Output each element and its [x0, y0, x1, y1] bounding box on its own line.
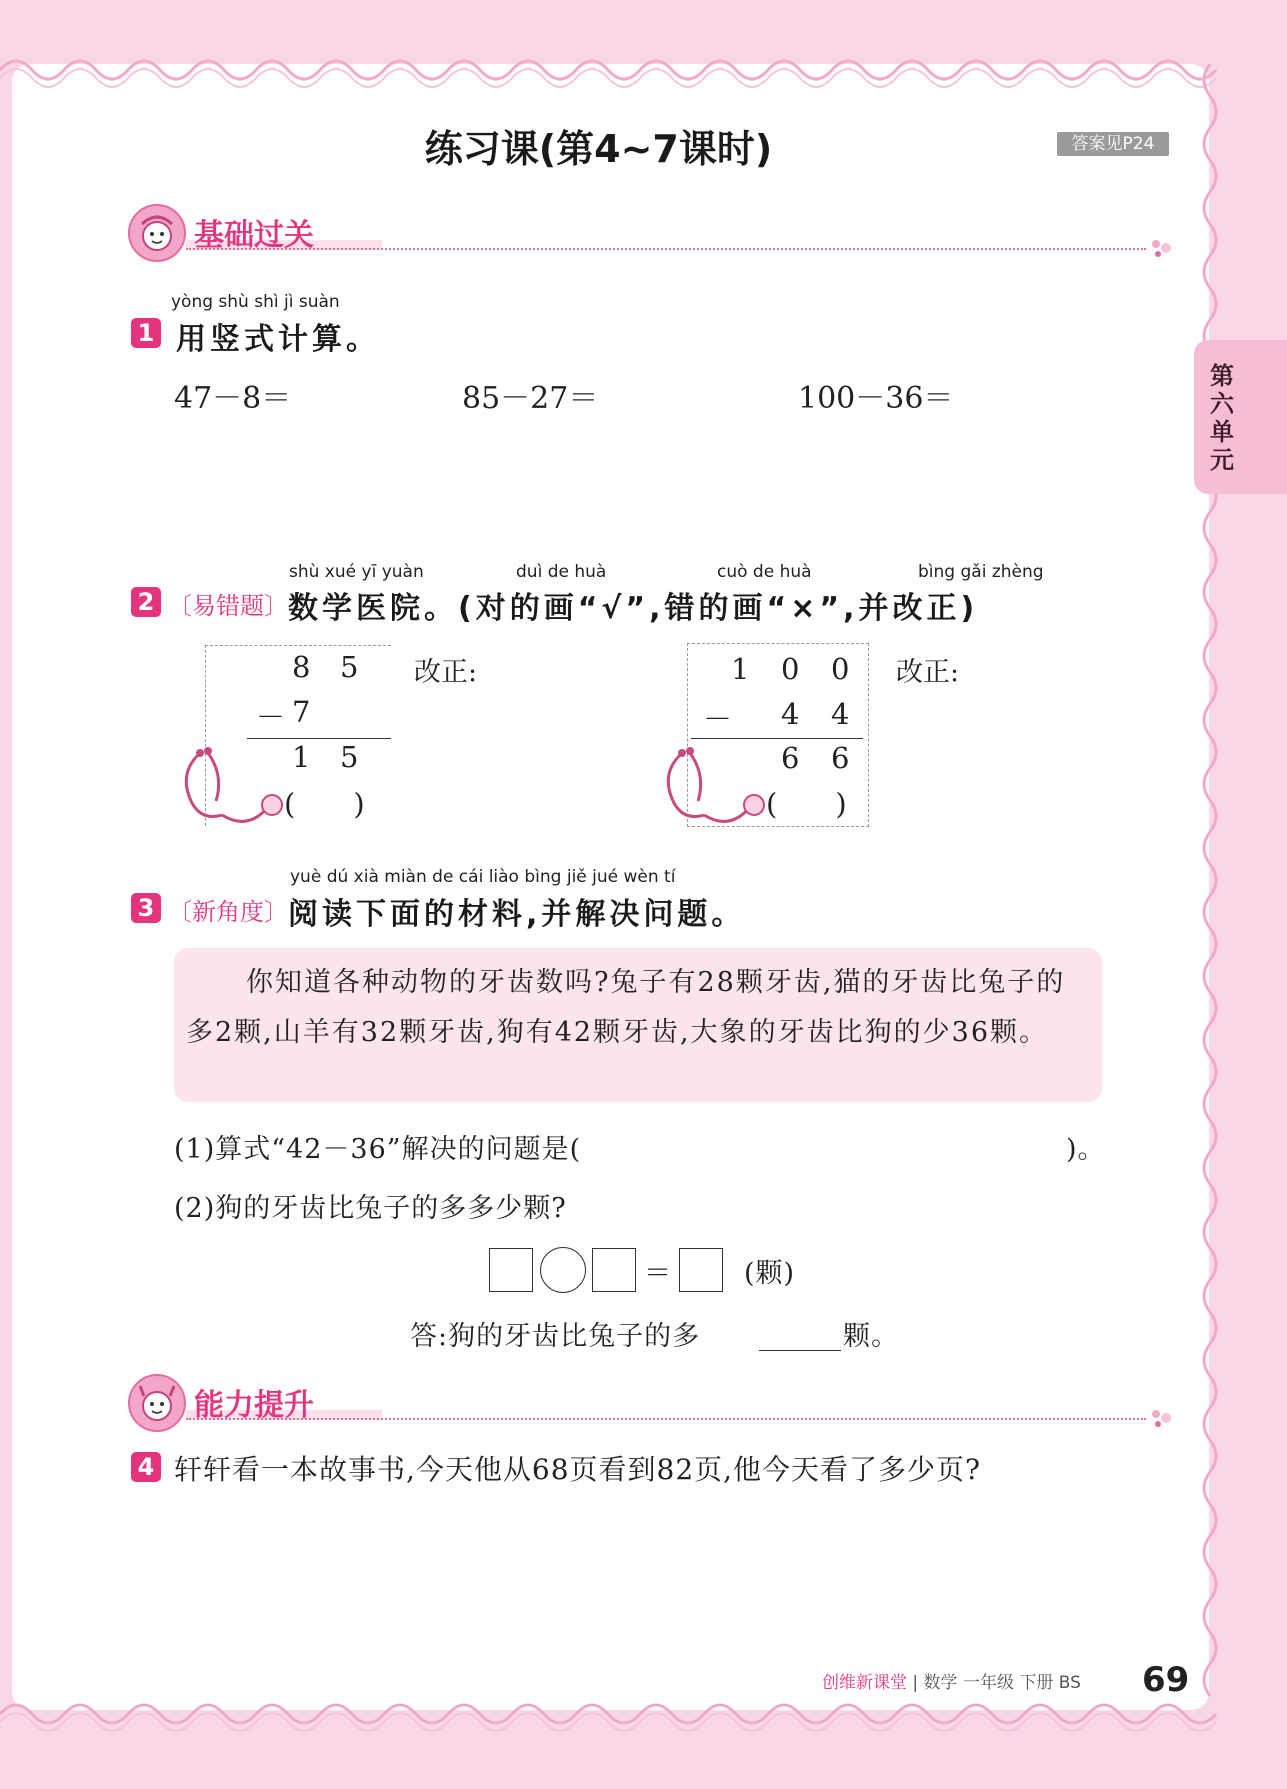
- calc2-result-digit: 6: [781, 741, 800, 775]
- fix-label-1: 改正:: [414, 657, 478, 688]
- q3-tag: 〔新角度〕: [168, 898, 288, 926]
- fix-label-2: 改正:: [896, 657, 960, 688]
- stethoscope-icon: [660, 745, 770, 835]
- q2-number: 2: [131, 587, 161, 617]
- q3-answer-suffix: 颗。: [843, 1321, 899, 1352]
- q3-number: 3: [131, 893, 161, 923]
- unit-label: (颗): [744, 1258, 796, 1289]
- q2-pinyin-4: bìng gǎi zhèng: [918, 562, 1044, 582]
- section-divider: [186, 1418, 1146, 1420]
- footer-info: 数学 一年级 下册 BS: [923, 1673, 1081, 1693]
- q2-pinyin-1: shù xué yī yuàn: [289, 562, 424, 582]
- calc2-sub-digit: 4: [831, 697, 850, 731]
- q3-sub2-prompt: (2)狗的牙齿比兔子的多多少颗?: [174, 1193, 567, 1224]
- calc2-sub-digit: 4: [781, 697, 800, 731]
- calc1-sub-digit: 7: [292, 695, 311, 729]
- q2-pinyin-2: duì de huà: [516, 562, 607, 582]
- calc1-rule: [247, 738, 391, 739]
- bottom-wave-border: [0, 1674, 1287, 1754]
- calc1-top-digit: 5: [340, 650, 359, 684]
- q1-number: 1: [131, 318, 161, 348]
- story-text: 你知道各种动物的牙齿数吗?兔子有28颗牙齿,猫的牙齿比兔子的多2颗,山羊有32颗牙齿,狗有42颗牙齿,大象的牙齿比狗的少36颗。: [186, 967, 1066, 1048]
- calc2-top-digit: 1: [731, 652, 750, 686]
- q4-number: 4: [131, 1452, 161, 1482]
- q1-expr-3: 100－36＝: [798, 381, 954, 416]
- calc2-top-digit: 0: [831, 652, 850, 686]
- q3-sub1-prompt: (1)算式“42－36”解决的问题是(: [174, 1134, 582, 1165]
- calc1-result-digit: 1: [292, 740, 311, 774]
- calc1-operator: －: [256, 700, 286, 734]
- calc2-judgement-blank: ( ): [766, 787, 847, 821]
- calc2-result-digit: 6: [831, 741, 850, 775]
- operator-circle[interactable]: [540, 1247, 586, 1293]
- q3-sub1-close: )。: [1066, 1134, 1106, 1165]
- mascot-avatar-icon: [128, 1374, 186, 1432]
- decor-dots-icon: [1150, 1408, 1180, 1428]
- calc1-top-digit: 8: [292, 650, 311, 684]
- q1-pinyin: yòng shù shì jì suàn: [171, 292, 340, 312]
- mascot-avatar-icon: [128, 204, 186, 262]
- calc1-result-digit: 5: [340, 740, 359, 774]
- page-number: 69: [1142, 1660, 1190, 1700]
- story-box: [174, 948, 1102, 1102]
- q3-pinyin: yuè dú xià miàn de cái liào bìng jiě jué wèn tí: [290, 867, 676, 887]
- footer-brand: 创维新课堂: [822, 1673, 907, 1693]
- section-header-advanced: [128, 1374, 1168, 1430]
- calc1-judgement-blank: ( ): [284, 787, 365, 821]
- q1-expr-1: 47－8＝: [174, 381, 292, 416]
- section-divider: [186, 248, 1146, 250]
- q2-text: 数学医院。(对的画“√”,错的画“×”,并改正): [288, 591, 979, 626]
- q3-text: 阅读下面的材料,并解决问题。: [288, 897, 746, 932]
- top-wave-border: [0, 30, 1287, 110]
- calc2-top-digit: 0: [781, 652, 800, 686]
- section-header-basic: [128, 204, 1168, 260]
- q1-expr-2: 85－27＝: [462, 381, 599, 416]
- section-title: 基础过关: [194, 218, 314, 253]
- answer-box[interactable]: [489, 1248, 533, 1292]
- q3-answer-prefix: 答:狗的牙齿比兔子的多: [410, 1321, 701, 1352]
- answer-box[interactable]: [679, 1248, 723, 1292]
- q2-tag: 〔易错题〕: [168, 592, 288, 620]
- page-title: 练习课(第4~7课时): [424, 127, 773, 171]
- q1-text: 用竖式计算。: [176, 322, 380, 357]
- q2-pinyin-3: cuò de huà: [717, 562, 812, 582]
- stethoscope-icon: [178, 745, 288, 835]
- unit-tab-label: 第六单元: [1210, 362, 1234, 474]
- page-footer: [822, 1668, 1081, 1693]
- answer-blank-line[interactable]: [759, 1350, 841, 1351]
- unit-side-tab: [1194, 340, 1287, 494]
- equals-sign: ＝: [644, 1258, 672, 1289]
- q4-text: 轩轩看一本故事书,今天他从68页看到82页,他今天看了多少页?: [174, 1453, 982, 1486]
- decor-dots-icon: [1150, 238, 1180, 258]
- right-wave-border: [1196, 64, 1226, 1710]
- answer-box[interactable]: [592, 1248, 636, 1292]
- calc2-operator: －: [703, 702, 733, 736]
- section-title: 能力提升: [194, 1388, 314, 1423]
- calc2-rule: [691, 738, 863, 739]
- footer-separator: |: [912, 1673, 919, 1693]
- answer-reference-badge: 答案见P24: [1057, 132, 1169, 156]
